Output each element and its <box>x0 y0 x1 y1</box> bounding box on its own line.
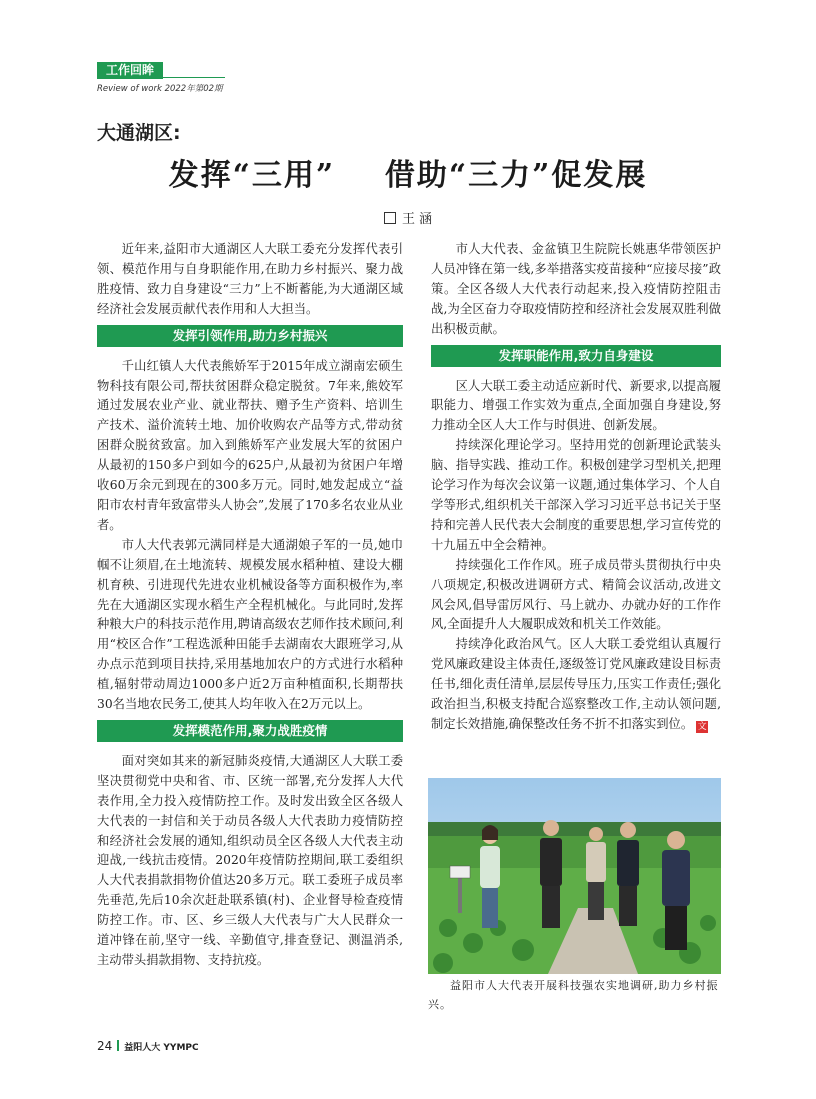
magazine-name: 益阳人大 YYMPC <box>124 1043 199 1053</box>
section-tag-rule <box>163 77 225 78</box>
footer-divider <box>117 1040 119 1051</box>
field-survey-illustration <box>428 778 721 974</box>
body-paragraph: 千山红镇人大代表熊娇军于2015年成立湖南宏硕生物科技有限公司,帮扶贫困群众稳定脱贫。7年来,熊姣军通过发展农业产业、就业帮扶、赠予生产资料、培训生产技术、溢价流转土地、加价收购农产品等方式,带动贫困群众脱贫致富。加入到熊娇军产业发展大军的贫困户从最初的150多户到如今的625户,从最初为贫困户年增收60万余元到现在的300多万元。同时,她发起成立“益阳市农村青年致富带头人协会”,发展了170多名农业从业者。 <box>97 358 403 532</box>
body-paragraph: 持续强化工作作风。班子成员带头贯彻执行中央八项规定,积极改进调研方式、精简会议活动,改进文风会风,倡导雷厉风行、马上就办、办就办好的工作作风,全面提升人大履职成效和机关工作效能。 <box>431 557 721 632</box>
article-kicker: 大通湖区: <box>97 122 181 144</box>
field-survey-photo <box>428 778 721 974</box>
subhead-rural-revitalization: 发挥引领作用,助力乡村振兴 <box>97 325 403 347</box>
intro-paragraph: 近年来,益阳市大通湖区人大联工委充分发挥代表引领、模范作用与自身职能作用,在助力乡村振兴、聚力战胜疫情、致力自身建设“三力”上不断蓄能,为大通湖区域经济社会发展贡献代表作用和人大担当。 <box>97 242 403 316</box>
body-paragraph: 持续深化理论学习。坚持用党的创新理论武装头脑、指导实践、推动工作。积极创建学习型机关,把理论学习作为每次会议第一议题,通过集体学习、个人自学等形式,组织机关干部深入学习习近平总书记关于坚持和完善人民代表大会制度的重要思想,学习宣传党的十九届五中全会精神。 <box>431 438 721 552</box>
right-column <box>431 240 721 735</box>
subhead-epidemic: 发挥模范作用,聚力战胜疫情 <box>97 720 403 742</box>
article-headline: 发挥“三用” 借助“三力”促发展 <box>168 158 648 193</box>
body-paragraph: 市人大代表、金盆镇卫生院院长姚惠华带领医护人员冲锋在第一线,多举措落实疫苗接种“应接尽接”政策。全区各级人大代表行动起来,投入疫情防控阻击战,为全区奋力夺取疫情防控和经济社会发展双胜利做出积极贡献。 <box>431 242 721 336</box>
byline-box-icon <box>384 212 396 224</box>
body-paragraph <box>431 635 721 735</box>
final-paragraph-text: 持续净化政治风气。区人大联工委党组认真履行党风廉政建设主体责任,逐级签订党风廉政建设目标责任书,细化责任清单,层层传导压力,压实工作责任;强化政治担当,积极支持配合巡察整改工作,主动认领问题,制定长效措施,确保整改任务不折不扣落实到位。 <box>431 637 721 731</box>
photo-caption: 益阳市人大代表开展科技强农实地调研,助力乡村振兴。 <box>428 979 719 1011</box>
body-paragraph: 面对突如其来的新冠肺炎疫情,大通湖区人大联工委坚决贯彻党中央和省、市、区统一部署,充分发挥人大代表作用,全力投入疫情防控工作。及时发出致全区各级人大代表的一封信和关于动员各级人大代表助力疫情防控和经济社会发展的通知,组织动员全区各级人大代表主动迎战,一线抗击疫情。2020年疫情防控期间,联工委组织人大代表捐款捐物价值达20多万元。联工委班子成员率先垂范,先后10余次赶赴联系镇(村)、企业督导检查疫情防控工作。市、区、乡三级人大代表与广大人民群众一道冲锋在前,坚守一线、辛勤值守,排查登记、测温消杀,主动带头捐款捐物、支持抗疫。 <box>97 753 403 967</box>
end-mark-icon: 文 <box>697 721 707 732</box>
left-column <box>97 240 403 971</box>
byline <box>384 208 432 227</box>
page-footer <box>97 1035 199 1054</box>
section-tag: 工作回眸 <box>97 62 163 79</box>
body-paragraph: 市人大代表郭元满同样是大通湖娘子军的一员,她巾帼不让须眉,在土地流转、规模发展水稻种植、建设大棚机育秧、引进现代先进农业机械设备等方面积极作为,率先在大通湖区实现水稻生产全程机械化。与此同时,发挥种粮大户的科技示范作用,聘请高级农艺师作技术顾问,利用“校区合作”工程选派种田能手去湖南农大跟班学习,从办点示范到项目扶持,采用基地加农户的方式进行水稻种植,辐射带动周边1000多户近2万亩种植面积,长期帮扶30名当地农民务工,使其人均年收入在2万元以上。 <box>97 537 403 712</box>
subhead-self-building: 发挥职能作用,致力自身建设 <box>431 345 721 367</box>
author-name: 王 涵 <box>402 212 433 227</box>
body-paragraph: 区人大联工委主动适应新时代、新要求,以提高履职能力、增强工作实效为重点,全面加强自身建设,努力推动全区人大工作与时俱进、创新发展。 <box>431 378 721 433</box>
issue-line: Review of work 2022年第02期 <box>97 84 223 94</box>
page-number: 24 <box>97 1039 113 1053</box>
